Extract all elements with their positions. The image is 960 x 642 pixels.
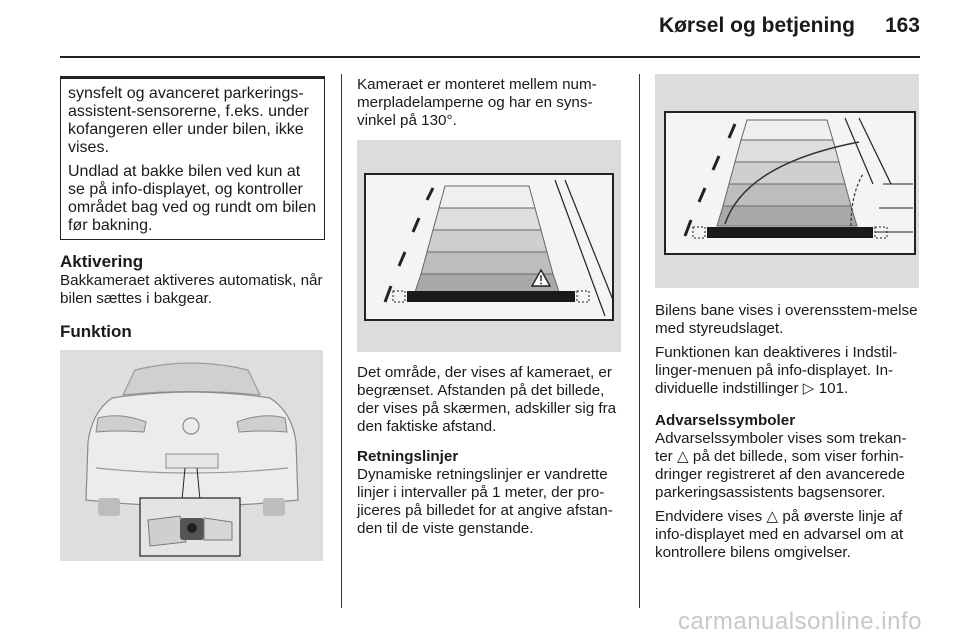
car-rear-camera-illustration bbox=[60, 350, 323, 561]
camera-display-guidelines-image bbox=[357, 140, 621, 352]
column-separator bbox=[341, 74, 342, 608]
trajectory-guidelines-image bbox=[655, 74, 919, 288]
advarsel-text-a: Advarselssymboler vises som trekan-ter bbox=[655, 430, 907, 465]
note-paragraph: Undlad at bakke bilen ved kun at se på info-displayet, og kontroller området bag ved og rundt om bilen før bakning. bbox=[68, 163, 317, 234]
column-separator bbox=[639, 74, 640, 608]
advarsel-text-b: på det billede, som viser forhin-dringer registreret af den avancerede parkeringsassistents bagsensorer. bbox=[655, 448, 905, 501]
warning-note-box bbox=[60, 76, 325, 240]
page-number: 163 bbox=[884, 14, 920, 37]
advarsel-paragraph bbox=[655, 430, 921, 502]
column-1-content bbox=[60, 252, 325, 342]
retningslinjer-text: Dynamiske retningslinjer er vandrette linjer i intervaller på 1 meter, der pro-jiceres på billedet for at angive afstan-den til de viste genstande. bbox=[357, 466, 613, 537]
warning-triangle-icon: △ bbox=[676, 448, 689, 465]
camera-intro-text: Kameraet er monteret mellem num-merpladelamperne og har en syns-vinkel på 130°. bbox=[357, 76, 597, 129]
column-2-intro bbox=[357, 76, 623, 130]
column-3-content bbox=[655, 302, 921, 562]
endvidere-paragraph bbox=[655, 508, 921, 562]
car-rear-drawing bbox=[60, 350, 323, 561]
heading-advarselssymboler: Advarselssymboler bbox=[655, 412, 796, 429]
column-2-content bbox=[357, 364, 623, 538]
section-title: Kørsel og betjening bbox=[658, 14, 855, 37]
aktivering-text: Bakkameraet aktiveres automatisk, når bilen sættes i bakgear. bbox=[60, 272, 323, 307]
deaktiver-text: Funktionen kan deaktiveres i Indstil-linger-menuen på info-displayet. In-dividuelle indstillinger bbox=[655, 344, 898, 397]
heading-aktivering: Aktivering bbox=[60, 252, 144, 271]
deaktiver-paragraph bbox=[655, 344, 921, 398]
trajectory-drawing bbox=[655, 74, 919, 288]
page-reference-arrow-icon: ▷ bbox=[802, 380, 815, 397]
display-guidelines-drawing bbox=[357, 140, 621, 352]
endvidere-text-a: Endvidere vises bbox=[655, 508, 763, 525]
note-paragraph: synsfelt og avanceret parkerings-assistent-sensorerne, f.eks. under kofangeren eller under bilen, ikke vises. bbox=[68, 85, 310, 156]
warning-triangle-icon: △ bbox=[766, 508, 779, 525]
header-rule bbox=[60, 56, 920, 58]
endvidere-text-b: på øverste linje af info-displayet med en advarsel om at kontrollere bilens omgivelser. bbox=[655, 508, 904, 561]
watermark: carmanualsonline.info bbox=[678, 608, 922, 635]
page-header bbox=[60, 14, 920, 48]
camera-area-text: Det område, der vises af kameraet, er begrænset. Afstanden på det billede, der vises på skærmen, adskiller sig fra den faktiske afstand. bbox=[357, 364, 617, 435]
page-reference-link[interactable]: 101. bbox=[818, 380, 849, 397]
heading-retningslinjer: Retningslinjer bbox=[357, 448, 459, 465]
bane-text: Bilens bane vises i overensstem-melse med styreudslaget. bbox=[655, 302, 918, 337]
heading-funktion: Funktion bbox=[60, 322, 132, 341]
